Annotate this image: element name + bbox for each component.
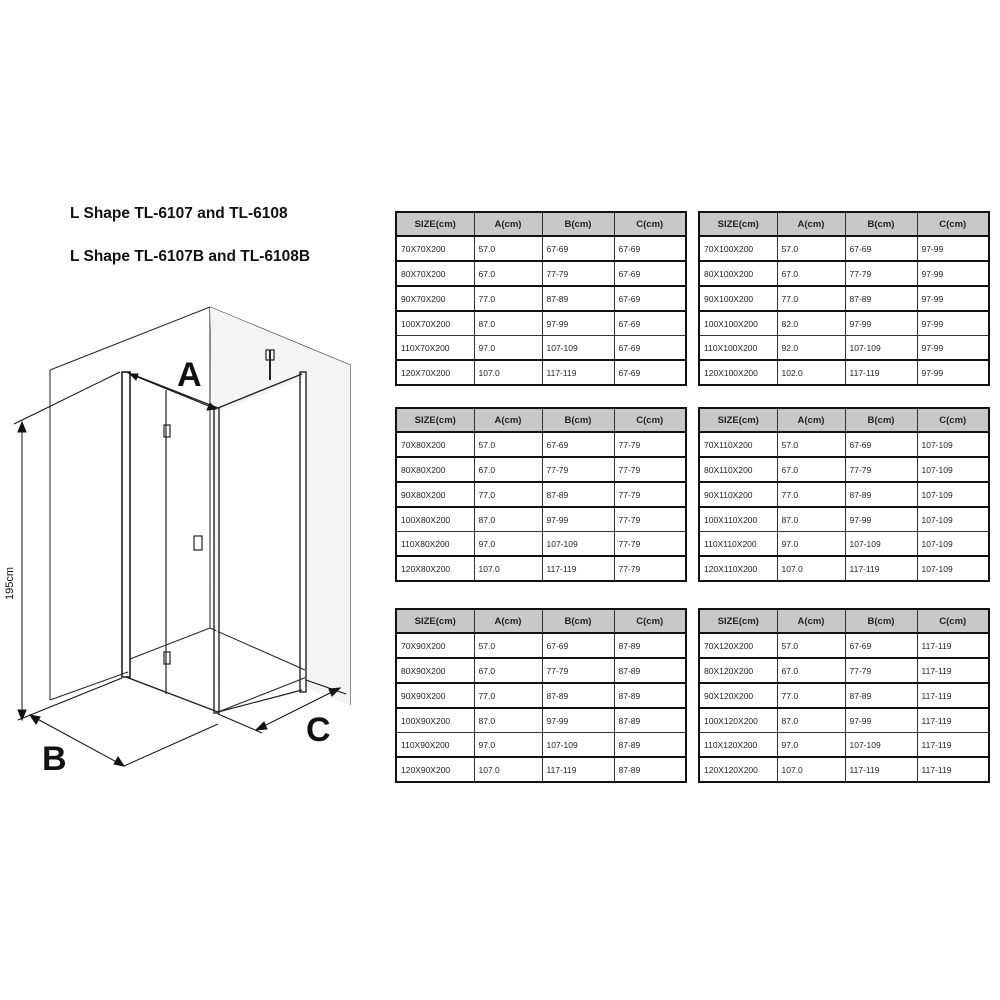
cell-c: 77-79	[614, 432, 686, 457]
table-row	[699, 432, 989, 457]
cell-size: 110X110X200	[699, 532, 777, 557]
table-row	[699, 286, 989, 311]
cell-a: 87.0	[474, 708, 542, 733]
cell-c: 87-89	[614, 708, 686, 733]
side-wall-panel	[210, 307, 350, 712]
cell-a: 67.0	[474, 261, 542, 286]
cell-size: 90X70X200	[396, 286, 474, 311]
cell-size: 100X110X200	[699, 507, 777, 532]
dim-height-label: 195cm	[4, 566, 16, 600]
cell-b: 117-119	[542, 757, 614, 782]
door-handle	[194, 536, 202, 550]
dim-b-ext-left	[18, 678, 122, 720]
header-c: C(cm)	[917, 408, 989, 432]
cell-a: 87.0	[474, 311, 542, 336]
table-row	[699, 360, 989, 385]
cell-a: 87.0	[777, 708, 845, 733]
cell-a: 77.0	[474, 286, 542, 311]
table-header-row	[396, 609, 686, 633]
table-row	[396, 236, 686, 261]
cell-a: 87.0	[777, 507, 845, 532]
cell-b: 77-79	[845, 658, 917, 683]
dim-b-arrow-right	[114, 757, 124, 766]
cell-size: 120X120X200	[699, 757, 777, 782]
header-b: B(cm)	[542, 212, 614, 236]
cell-c: 67-69	[614, 286, 686, 311]
table-row	[396, 360, 686, 385]
cell-b: 107-109	[845, 336, 917, 361]
cell-c: 117-119	[917, 658, 989, 683]
cell-a: 57.0	[777, 236, 845, 261]
cell-c: 107-109	[917, 507, 989, 532]
cell-b: 97-99	[542, 507, 614, 532]
cell-c: 77-79	[614, 556, 686, 581]
cell-size: 90X100X200	[699, 286, 777, 311]
cell-a: 77.0	[777, 683, 845, 708]
table-row	[699, 236, 989, 261]
cell-size: 110X120X200	[699, 733, 777, 758]
cell-a: 82.0	[777, 311, 845, 336]
cell-b: 107-109	[845, 733, 917, 758]
cell-size: 70X70X200	[396, 236, 474, 261]
table-header-row	[699, 408, 989, 432]
dim-c-arrow-left	[256, 722, 267, 730]
dim-a-arrow-left	[130, 374, 138, 380]
cell-a: 97.0	[474, 336, 542, 361]
table-row	[396, 708, 686, 733]
title-line-1: L Shape TL-6107 and TL-6108	[70, 205, 288, 222]
table-row	[396, 286, 686, 311]
cell-b: 97-99	[542, 708, 614, 733]
size-table-c120	[698, 608, 990, 783]
cell-size: 110X100X200	[699, 336, 777, 361]
table-row	[396, 432, 686, 457]
cell-a: 107.0	[474, 556, 542, 581]
header-a: A(cm)	[474, 212, 542, 236]
cell-c: 67-69	[614, 311, 686, 336]
header-b: B(cm)	[845, 408, 917, 432]
door-frame	[122, 372, 130, 677]
header-a: A(cm)	[777, 609, 845, 633]
header-size: SIZE(cm)	[699, 408, 777, 432]
cell-c: 97-99	[917, 286, 989, 311]
cell-b: 117-119	[845, 556, 917, 581]
size-table-c90	[395, 608, 687, 783]
table-row	[396, 457, 686, 482]
cell-a: 97.0	[474, 733, 542, 758]
dim-height-arrow-top	[18, 422, 26, 432]
cell-b: 77-79	[845, 261, 917, 286]
table-row	[699, 633, 989, 658]
cell-size: 90X110X200	[699, 482, 777, 507]
cell-b: 117-119	[542, 360, 614, 385]
size-table-c110	[698, 407, 990, 582]
header-a: A(cm)	[777, 408, 845, 432]
cell-c: 87-89	[614, 633, 686, 658]
cell-b: 87-89	[542, 286, 614, 311]
table-row	[699, 507, 989, 532]
cell-b: 67-69	[542, 432, 614, 457]
dim-b-label: B	[42, 740, 67, 778]
table-row	[699, 336, 989, 361]
cell-size: 100X70X200	[396, 311, 474, 336]
cell-c: 107-109	[917, 432, 989, 457]
cell-c: 97-99	[917, 360, 989, 385]
cell-size: 110X90X200	[396, 733, 474, 758]
table-header-row	[396, 212, 686, 236]
cell-b: 67-69	[845, 432, 917, 457]
table-row	[699, 457, 989, 482]
cell-a: 107.0	[474, 757, 542, 782]
cell-b: 67-69	[542, 236, 614, 261]
cell-a: 97.0	[777, 733, 845, 758]
cell-size: 120X110X200	[699, 556, 777, 581]
door-frame-top	[126, 372, 218, 408]
cell-a: 67.0	[777, 261, 845, 286]
cell-size: 80X120X200	[699, 658, 777, 683]
header-b: B(cm)	[845, 609, 917, 633]
cell-c: 97-99	[917, 336, 989, 361]
cell-b: 67-69	[542, 633, 614, 658]
cell-b: 107-109	[542, 733, 614, 758]
cell-c: 97-99	[917, 236, 989, 261]
cell-a: 97.0	[474, 532, 542, 557]
cell-size: 120X70X200	[396, 360, 474, 385]
header-size: SIZE(cm)	[699, 609, 777, 633]
cell-b: 107-109	[542, 336, 614, 361]
table-row	[699, 683, 989, 708]
table-row	[396, 683, 686, 708]
cell-a: 67.0	[474, 658, 542, 683]
cell-c: 97-99	[917, 311, 989, 336]
size-table-c80	[395, 407, 687, 582]
cell-b: 117-119	[845, 757, 917, 782]
cell-b: 87-89	[542, 482, 614, 507]
dim-a-line	[130, 374, 216, 409]
header-size: SIZE(cm)	[396, 212, 474, 236]
cell-size: 80X100X200	[699, 261, 777, 286]
cell-a: 77.0	[777, 482, 845, 507]
cell-a: 57.0	[474, 432, 542, 457]
cell-c: 107-109	[917, 482, 989, 507]
cell-size: 80X80X200	[396, 457, 474, 482]
cell-c: 97-99	[917, 261, 989, 286]
table-row	[396, 482, 686, 507]
cell-size: 100X120X200	[699, 708, 777, 733]
header-size: SIZE(cm)	[396, 609, 474, 633]
cell-c: 107-109	[917, 556, 989, 581]
cell-size: 80X90X200	[396, 658, 474, 683]
cell-b: 97-99	[542, 311, 614, 336]
cell-c: 67-69	[614, 336, 686, 361]
table-row	[396, 507, 686, 532]
cell-b: 107-109	[845, 532, 917, 557]
cell-b: 77-79	[845, 457, 917, 482]
table-row	[699, 261, 989, 286]
cell-b: 77-79	[542, 658, 614, 683]
cell-size: 90X80X200	[396, 482, 474, 507]
table-header-row	[699, 212, 989, 236]
cell-c: 87-89	[614, 733, 686, 758]
dim-c-label: C	[306, 711, 331, 749]
cell-b: 97-99	[845, 507, 917, 532]
cell-c: 117-119	[917, 757, 989, 782]
header-b: B(cm)	[542, 609, 614, 633]
cell-b: 107-109	[542, 532, 614, 557]
cell-a: 67.0	[777, 457, 845, 482]
table-row	[396, 658, 686, 683]
header-b: B(cm)	[542, 408, 614, 432]
cell-b: 97-99	[845, 708, 917, 733]
cell-a: 57.0	[777, 633, 845, 658]
cell-b: 67-69	[845, 633, 917, 658]
table-row	[699, 708, 989, 733]
cell-size: 120X100X200	[699, 360, 777, 385]
cell-c: 67-69	[614, 261, 686, 286]
cell-c: 117-119	[917, 708, 989, 733]
table-row	[396, 757, 686, 782]
cell-a: 102.0	[777, 360, 845, 385]
cell-b: 77-79	[542, 457, 614, 482]
cell-b: 67-69	[845, 236, 917, 261]
cell-size: 70X90X200	[396, 633, 474, 658]
table-row	[396, 556, 686, 581]
table-row	[396, 261, 686, 286]
table-row	[396, 733, 686, 758]
cell-b: 87-89	[542, 683, 614, 708]
header-c: C(cm)	[917, 609, 989, 633]
cell-c: 77-79	[614, 532, 686, 557]
table-header-row	[396, 408, 686, 432]
table-row	[699, 482, 989, 507]
cell-b: 87-89	[845, 683, 917, 708]
cell-a: 87.0	[474, 507, 542, 532]
door-frame-bottom	[126, 677, 218, 712]
size-table-c70	[395, 211, 687, 386]
table-row	[396, 532, 686, 557]
cell-c: 117-119	[917, 733, 989, 758]
title-line-2: L Shape TL-6107B and TL-6108B	[70, 248, 311, 265]
cell-c: 87-89	[614, 757, 686, 782]
cell-a: 97.0	[777, 532, 845, 557]
table-row	[699, 757, 989, 782]
cell-b: 117-119	[542, 556, 614, 581]
cell-a: 67.0	[474, 457, 542, 482]
shower-enclosure-diagram	[0, 290, 390, 790]
hinge-top	[164, 425, 170, 437]
table-header-row	[699, 609, 989, 633]
cell-size: 120X80X200	[396, 556, 474, 581]
cell-c: 117-119	[917, 633, 989, 658]
header-size: SIZE(cm)	[699, 212, 777, 236]
cell-b: 87-89	[845, 482, 917, 507]
cell-b: 97-99	[845, 311, 917, 336]
cell-c: 77-79	[614, 457, 686, 482]
cell-c: 77-79	[614, 507, 686, 532]
cell-c: 77-79	[614, 482, 686, 507]
table-row	[699, 311, 989, 336]
cell-size: 100X90X200	[396, 708, 474, 733]
cell-size: 100X80X200	[396, 507, 474, 532]
cell-size: 110X80X200	[396, 532, 474, 557]
cell-size: 80X70X200	[396, 261, 474, 286]
header-c: C(cm)	[917, 212, 989, 236]
cell-a: 107.0	[474, 360, 542, 385]
cell-a: 67.0	[777, 658, 845, 683]
cell-size: 90X120X200	[699, 683, 777, 708]
floor-back-right	[210, 628, 305, 670]
cell-c: 117-119	[917, 683, 989, 708]
header-size: SIZE(cm)	[396, 408, 474, 432]
cell-c: 87-89	[614, 683, 686, 708]
dim-height-top-tick	[14, 372, 120, 424]
table-row	[699, 733, 989, 758]
dim-a-label: A	[177, 356, 202, 394]
cell-a: 57.0	[474, 236, 542, 261]
cell-size: 110X70X200	[396, 336, 474, 361]
table-row	[396, 336, 686, 361]
cell-size: 80X110X200	[699, 457, 777, 482]
header-a: A(cm)	[474, 408, 542, 432]
cell-size: 70X110X200	[699, 432, 777, 457]
header-c: C(cm)	[614, 408, 686, 432]
cell-c: 67-69	[614, 236, 686, 261]
header-c: C(cm)	[614, 609, 686, 633]
cell-c: 107-109	[917, 457, 989, 482]
table-row	[699, 658, 989, 683]
table-row	[699, 532, 989, 557]
side-panel-bottom	[218, 690, 302, 712]
cell-c: 87-89	[614, 658, 686, 683]
cell-b: 117-119	[845, 360, 917, 385]
cell-a: 77.0	[474, 683, 542, 708]
table-row	[396, 311, 686, 336]
table-row	[699, 556, 989, 581]
floor-line-left	[50, 672, 128, 700]
header-c: C(cm)	[614, 212, 686, 236]
cell-a: 57.0	[474, 633, 542, 658]
table-row	[396, 633, 686, 658]
dim-b-ext-right	[124, 724, 218, 766]
cell-b: 87-89	[845, 286, 917, 311]
cell-a: 107.0	[777, 556, 845, 581]
size-table-c100	[698, 211, 990, 386]
cell-b: 77-79	[542, 261, 614, 286]
cell-size: 100X100X200	[699, 311, 777, 336]
hinge-bottom	[164, 652, 170, 664]
header-a: A(cm)	[777, 212, 845, 236]
cell-size: 70X100X200	[699, 236, 777, 261]
cell-a: 107.0	[777, 757, 845, 782]
cell-size: 120X90X200	[396, 757, 474, 782]
cell-a: 57.0	[777, 432, 845, 457]
dim-b-arrow-left	[30, 715, 40, 724]
header-a: A(cm)	[474, 609, 542, 633]
cell-a: 92.0	[777, 336, 845, 361]
cell-a: 77.0	[777, 286, 845, 311]
cell-size: 70X80X200	[396, 432, 474, 457]
cell-size: 70X120X200	[699, 633, 777, 658]
cell-a: 77.0	[474, 482, 542, 507]
cell-size: 90X90X200	[396, 683, 474, 708]
cell-c: 67-69	[614, 360, 686, 385]
header-b: B(cm)	[845, 212, 917, 236]
cell-c: 107-109	[917, 532, 989, 557]
